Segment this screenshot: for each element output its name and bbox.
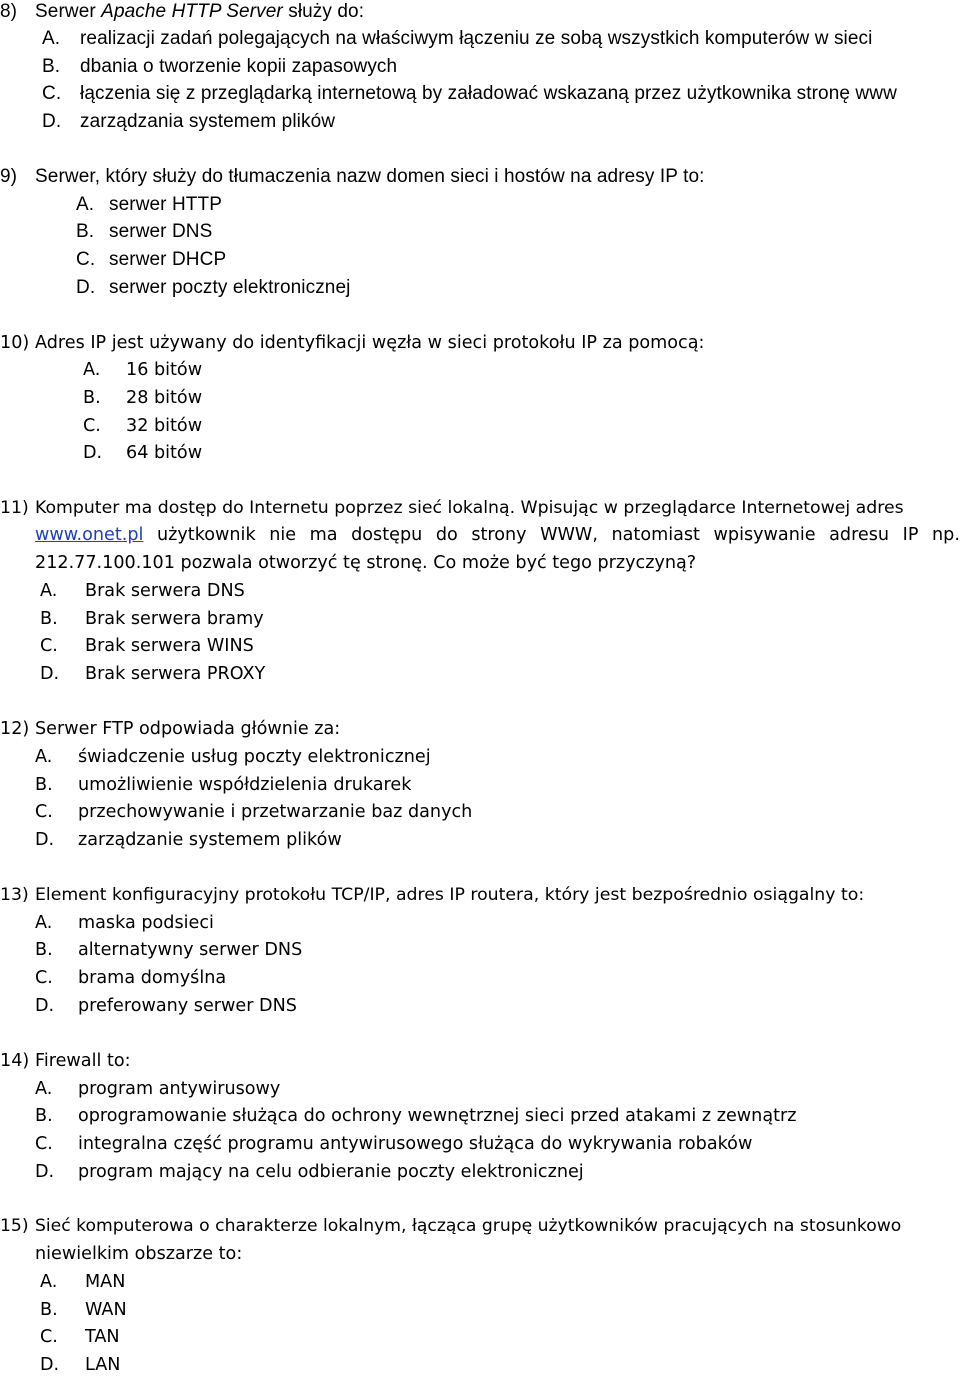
option-c <box>40 1325 120 1349</box>
option-text: program antywirusowy <box>78 1079 281 1099</box>
option-label: B. <box>35 940 53 960</box>
question-number: 14) <box>0 1051 30 1071</box>
option-text: integralna część programu antywirusowego służąca do wykrywania robaków <box>78 1134 753 1154</box>
option-text: TAN <box>85 1327 120 1347</box>
option-label: B. <box>76 221 95 242</box>
word: ma <box>309 525 338 545</box>
question-13-text <box>0 883 864 907</box>
option-label: D. <box>35 1162 55 1182</box>
question-text: Komputer ma dostęp do Internetu poprzez sieć lokalną. Wpisując w przeglądarce Internetowej adres <box>35 498 904 518</box>
word: dostępu <box>351 525 423 545</box>
option-label: D. <box>76 277 96 298</box>
option-text: serwer DHCP <box>109 249 227 270</box>
question-15-line-1 <box>0 1214 901 1238</box>
option-label: C. <box>35 1134 53 1154</box>
option-c <box>35 966 226 990</box>
word: użytkownik <box>157 525 256 545</box>
option-label: C. <box>83 416 101 436</box>
option-label: A. <box>76 194 95 215</box>
question-number: 10) <box>0 333 30 353</box>
question-text: Sieć komputerowa o charakterze lokalnym, łącząca grupę użytkowników pracujących na stosunkowo <box>35 1216 902 1236</box>
option-text: program mający na celu odbieranie poczty elektronicznej <box>78 1162 584 1182</box>
option-label: B. <box>83 388 101 408</box>
option-text: serwer DNS <box>109 221 213 242</box>
word: natomiast <box>611 525 700 545</box>
question-number: 15) <box>0 1216 29 1236</box>
option-label: D. <box>35 996 55 1016</box>
question-text: 212.77.100.101 pozwala otworzyć tę stronę. Co może być tego przyczyną? <box>35 553 697 573</box>
option-label: C. <box>35 968 53 988</box>
option-label: D. <box>40 664 60 684</box>
word: strony <box>471 525 527 545</box>
question-number: 12) <box>0 719 30 739</box>
option-d <box>40 1353 120 1377</box>
option-text: 32 bitów <box>126 416 203 436</box>
option-text: WAN <box>85 1300 127 1320</box>
option-a <box>76 193 222 217</box>
option-label: B. <box>35 775 53 795</box>
option-text: 64 bitów <box>126 443 203 463</box>
word: WWW, <box>540 525 598 545</box>
option-b <box>40 1298 127 1322</box>
option-b <box>42 55 397 79</box>
question-10-text <box>0 331 704 355</box>
word: do <box>435 525 458 545</box>
onet-link[interactable]: www.onet.pl <box>35 525 144 545</box>
option-label: A. <box>35 747 53 767</box>
option-a <box>40 1270 125 1294</box>
option-b <box>40 607 264 631</box>
word: nie <box>269 525 297 545</box>
question-text: Element konfiguracyjny protokołu TCP/IP, adres IP routera, który jest bezpośrednio osiągalny to: <box>35 885 865 905</box>
question-11-line-2 <box>35 523 960 547</box>
question-number: 8) <box>0 1 18 22</box>
option-label: B. <box>42 56 61 77</box>
question-text-italic: Apache HTTP Server <box>101 1 283 22</box>
option-d <box>76 276 350 300</box>
option-text: LAN <box>85 1355 121 1375</box>
option-text: dbania o tworzenie kopii zapasowych <box>80 56 398 77</box>
option-label: A. <box>40 1272 58 1292</box>
option-d <box>83 441 202 465</box>
option-label: A. <box>83 360 101 380</box>
option-text: zarządzanie systemem plików <box>78 830 342 850</box>
option-c <box>42 82 897 106</box>
option-a <box>40 579 245 603</box>
question-text: Serwer, który służy do tłumaczenia nazw domen sieci i hostów na adresy IP to: <box>35 166 705 187</box>
option-b <box>35 773 411 797</box>
option-text: Brak serwera WINS <box>85 636 254 656</box>
option-text: realizacji zadań polegających na właściwym łączeniu ze sobą wszystkich komputerów w sieci <box>80 28 873 49</box>
option-a <box>35 745 431 769</box>
question-14-text <box>0 1049 131 1073</box>
option-a <box>83 358 202 382</box>
option-label: D. <box>42 111 62 132</box>
option-c <box>76 248 226 272</box>
option-label: A. <box>42 28 61 49</box>
option-b <box>83 386 202 410</box>
option-label: B. <box>35 1106 53 1126</box>
option-b <box>76 220 212 244</box>
question-12-text <box>0 717 340 741</box>
option-d <box>35 1160 584 1184</box>
option-text: Brak serwera PROXY <box>85 664 266 684</box>
option-label: D. <box>83 443 103 463</box>
word: np. <box>932 525 960 545</box>
question-number: 13) <box>0 885 29 905</box>
option-d <box>42 110 335 134</box>
option-label: B. <box>40 609 58 629</box>
option-c <box>35 1132 752 1156</box>
question-11-line-3 <box>35 551 696 575</box>
option-text: MAN <box>85 1272 126 1292</box>
option-a <box>35 1077 280 1101</box>
option-text: umożliwienie współdzielenia drukarek <box>78 775 412 795</box>
option-text: oprogramowanie służąca do ochrony wewnętrznej sieci przed atakami z zewnątrz <box>78 1106 797 1126</box>
option-label: C. <box>40 636 58 656</box>
option-text: preferowany serwer DNS <box>78 996 297 1016</box>
option-d <box>35 994 297 1018</box>
option-d <box>35 828 342 852</box>
word: wpisywanie <box>713 525 816 545</box>
option-label: C. <box>76 249 96 270</box>
question-text: Serwer FTP odpowiada głównie za: <box>35 719 341 739</box>
question-11-line-1 <box>0 496 904 520</box>
option-label: D. <box>35 830 55 850</box>
option-text: brama domyślna <box>78 968 227 988</box>
option-label: A. <box>35 1079 53 1099</box>
option-b <box>35 1104 796 1128</box>
question-text: niewielkim obszarze to: <box>35 1244 243 1264</box>
option-a <box>42 27 872 51</box>
option-label: C. <box>40 1327 58 1347</box>
option-label: B. <box>40 1300 58 1320</box>
option-text: 16 bitów <box>126 360 203 380</box>
question-number: 9) <box>0 166 18 187</box>
option-text: zarządzania systemem plików <box>80 111 336 132</box>
option-label: A. <box>35 913 53 933</box>
option-text: serwer poczty elektronicznej <box>109 277 351 298</box>
question-15-line-2 <box>35 1242 242 1266</box>
word: IP <box>902 525 919 545</box>
option-d <box>40 662 265 686</box>
option-text: maska podsieci <box>78 913 214 933</box>
question-text: Adres IP jest używany do identyfikacji węzła w sieci protokołu IP za pomocą: <box>35 333 705 353</box>
option-c <box>40 634 254 658</box>
option-label: C. <box>35 802 53 822</box>
option-text: 28 bitów <box>126 388 203 408</box>
option-text: Brak serwera DNS <box>85 581 245 601</box>
question-text: Firewall to: <box>35 1051 131 1071</box>
option-text: świadczenie usług poczty elektronicznej <box>78 747 431 767</box>
question-number: 11) <box>0 498 29 518</box>
option-label: A. <box>40 581 58 601</box>
question-8-text <box>0 0 364 24</box>
word: adresu <box>829 525 890 545</box>
question-9-text <box>0 165 705 189</box>
option-text: łączenia się z przeglądarką internetową by załadować wskazaną przez użytkownika stronę www <box>80 83 897 104</box>
option-text: przechowywanie i przetwarzanie baz danych <box>78 802 473 822</box>
option-b <box>35 938 302 962</box>
option-text: alternatywny serwer DNS <box>78 940 303 960</box>
question-text-suffix: służy do: <box>282 1 365 22</box>
option-text: serwer HTTP <box>109 194 222 215</box>
option-label: D. <box>40 1355 60 1375</box>
question-text-prefix: Serwer <box>35 1 102 22</box>
option-c <box>35 800 472 824</box>
option-label: C. <box>42 83 62 104</box>
option-c <box>83 414 202 438</box>
option-a <box>35 911 214 935</box>
option-text: Brak serwera bramy <box>85 609 264 629</box>
